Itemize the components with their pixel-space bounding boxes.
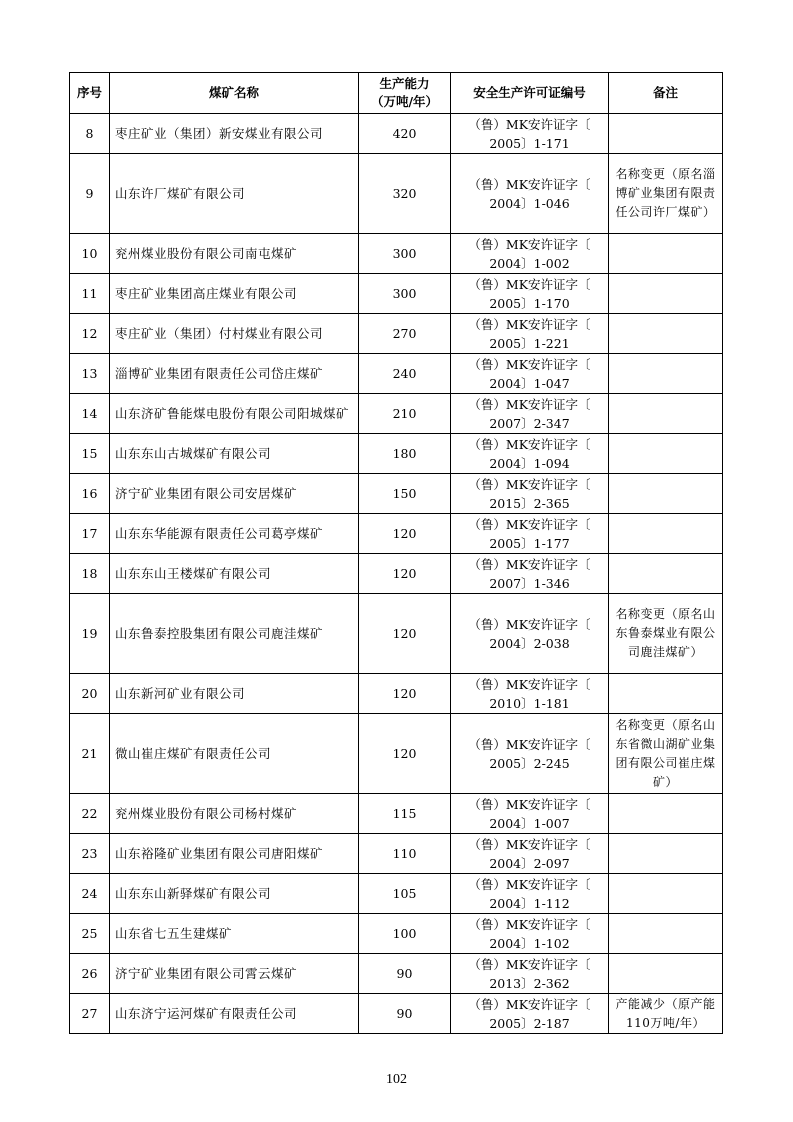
cell-remark: 名称变更（原名淄博矿业集团有限责任公司许厂煤矿） xyxy=(609,154,723,234)
header-name: 煤矿名称 xyxy=(110,73,359,114)
table-row xyxy=(70,474,723,514)
cell-remark xyxy=(609,514,723,554)
cell-capacity: 420 xyxy=(359,114,451,154)
table-row xyxy=(70,914,723,954)
cell-no: 27 xyxy=(70,994,110,1034)
table-row xyxy=(70,874,723,914)
cell-permit xyxy=(451,314,609,354)
cell-name: 山东济矿鲁能煤电股份有限公司阳城煤矿 xyxy=(110,394,359,434)
cell-no: 25 xyxy=(70,914,110,954)
cell-permit xyxy=(451,674,609,714)
cell-capacity: 210 xyxy=(359,394,451,434)
cell-remark: 名称变更（原名山东省微山湖矿业集团有限公司崔庄煤矿） xyxy=(609,714,723,794)
table-row xyxy=(70,274,723,314)
table-row xyxy=(70,154,723,234)
cell-remark xyxy=(609,554,723,594)
cell-no: 9 xyxy=(70,154,110,234)
permit-line2: 2004〕1-046 xyxy=(489,195,570,211)
cell-capacity: 320 xyxy=(359,154,451,234)
cell-capacity: 90 xyxy=(359,994,451,1034)
cell-capacity: 105 xyxy=(359,874,451,914)
table-row xyxy=(70,354,723,394)
cell-name: 枣庄矿业（集团）新安煤业有限公司 xyxy=(110,114,359,154)
cell-permit xyxy=(451,994,609,1034)
cell-name: 山东裕隆矿业集团有限公司唐阳煤矿 xyxy=(110,834,359,874)
table-row xyxy=(70,234,723,274)
header-remark: 备注 xyxy=(609,73,723,114)
permit-line2: 2004〕2-097 xyxy=(489,855,570,871)
cell-name: 枣庄矿业集团高庄煤业有限公司 xyxy=(110,274,359,314)
permit-line1: （鲁）MK安许证字〔 xyxy=(468,176,591,192)
permit-line1: （鲁）MK安许证字〔 xyxy=(468,556,591,572)
cell-remark xyxy=(609,234,723,274)
cell-permit xyxy=(451,434,609,474)
header-capacity-line2: （万吨/年） xyxy=(370,94,439,109)
table-row xyxy=(70,834,723,874)
cell-permit xyxy=(451,234,609,274)
cell-remark xyxy=(609,474,723,514)
cell-capacity: 120 xyxy=(359,554,451,594)
permit-line2: 2010〕1-181 xyxy=(489,695,570,711)
header-permit: 安全生产许可证编号 xyxy=(451,73,609,114)
cell-no: 23 xyxy=(70,834,110,874)
cell-name: 山东新河矿业有限公司 xyxy=(110,674,359,714)
permit-line1: （鲁）MK安许证字〔 xyxy=(468,736,591,752)
cell-capacity: 115 xyxy=(359,794,451,834)
permit-line2: 2004〕1-047 xyxy=(489,375,570,391)
cell-capacity: 100 xyxy=(359,914,451,954)
cell-no: 21 xyxy=(70,714,110,794)
cell-remark xyxy=(609,274,723,314)
cell-capacity: 150 xyxy=(359,474,451,514)
permit-line1: （鲁）MK安许证字〔 xyxy=(468,356,591,372)
cell-name: 济宁矿业集团有限公司霄云煤矿 xyxy=(110,954,359,994)
cell-permit xyxy=(451,274,609,314)
permit-line2: 2005〕1-221 xyxy=(489,335,570,351)
cell-name: 山东东华能源有限责任公司葛亭煤矿 xyxy=(110,514,359,554)
permit-line2: 2015〕2-365 xyxy=(489,495,570,511)
permit-line2: 2007〕2-347 xyxy=(489,415,570,431)
permit-line1: （鲁）MK安许证字〔 xyxy=(468,476,591,492)
cell-name: 山东省七五生建煤矿 xyxy=(110,914,359,954)
permit-line2: 2004〕1-112 xyxy=(489,895,570,911)
cell-permit xyxy=(451,114,609,154)
permit-line1: （鲁）MK安许证字〔 xyxy=(468,396,591,412)
permit-line1: （鲁）MK安许证字〔 xyxy=(468,876,591,892)
cell-remark xyxy=(609,674,723,714)
cell-capacity: 90 xyxy=(359,954,451,994)
cell-name: 兖州煤业股份有限公司南屯煤矿 xyxy=(110,234,359,274)
table-row xyxy=(70,954,723,994)
header-capacity xyxy=(359,73,451,114)
table-row xyxy=(70,394,723,434)
cell-no: 8 xyxy=(70,114,110,154)
cell-remark xyxy=(609,914,723,954)
cell-name: 山东济宁运河煤矿有限责任公司 xyxy=(110,994,359,1034)
cell-no: 24 xyxy=(70,874,110,914)
cell-remark: 产能减少（原产能110万吨/年） xyxy=(609,994,723,1034)
cell-capacity: 120 xyxy=(359,714,451,794)
cell-permit xyxy=(451,834,609,874)
cell-permit xyxy=(451,874,609,914)
cell-permit xyxy=(451,914,609,954)
cell-remark xyxy=(609,434,723,474)
cell-name: 山东东山新驿煤矿有限公司 xyxy=(110,874,359,914)
table-row xyxy=(70,314,723,354)
cell-no: 13 xyxy=(70,354,110,394)
permit-line1: （鲁）MK安许证字〔 xyxy=(468,796,591,812)
cell-name: 微山崔庄煤矿有限责任公司 xyxy=(110,714,359,794)
cell-remark xyxy=(609,314,723,354)
permit-line1: （鲁）MK安许证字〔 xyxy=(468,236,591,252)
header-capacity-line1: 生产能力 xyxy=(379,76,430,91)
permit-line1: （鲁）MK安许证字〔 xyxy=(468,956,591,972)
cell-no: 20 xyxy=(70,674,110,714)
permit-line1: （鲁）MK安许证字〔 xyxy=(468,516,591,532)
cell-no: 16 xyxy=(70,474,110,514)
cell-no: 12 xyxy=(70,314,110,354)
cell-permit xyxy=(451,154,609,234)
permit-line1: （鲁）MK安许证字〔 xyxy=(468,836,591,852)
permit-line1: （鲁）MK安许证字〔 xyxy=(468,676,591,692)
permit-line2: 2007〕1-346 xyxy=(489,575,570,591)
table-row xyxy=(70,794,723,834)
permit-line1: （鲁）MK安许证字〔 xyxy=(468,116,591,132)
cell-capacity: 120 xyxy=(359,594,451,674)
cell-no: 15 xyxy=(70,434,110,474)
cell-remark: 名称变更（原名山东鲁泰煤业有限公司鹿洼煤矿） xyxy=(609,594,723,674)
permit-line2: 2005〕2-187 xyxy=(489,1015,570,1031)
cell-name: 山东许厂煤矿有限公司 xyxy=(110,154,359,234)
cell-permit xyxy=(451,354,609,394)
cell-name: 济宁矿业集团有限公司安居煤矿 xyxy=(110,474,359,514)
permit-line2: 2005〕1-177 xyxy=(489,535,570,551)
coal-mine-table xyxy=(69,72,723,1034)
cell-remark xyxy=(609,794,723,834)
permit-line2: 2005〕1-171 xyxy=(489,135,570,151)
permit-line2: 2005〕1-170 xyxy=(489,295,570,311)
cell-remark xyxy=(609,874,723,914)
cell-permit xyxy=(451,514,609,554)
cell-name: 山东东山王楼煤矿有限公司 xyxy=(110,554,359,594)
cell-permit xyxy=(451,794,609,834)
table-row xyxy=(70,714,723,794)
table-row xyxy=(70,594,723,674)
cell-name: 淄博矿业集团有限责任公司岱庄煤矿 xyxy=(110,354,359,394)
cell-capacity: 300 xyxy=(359,234,451,274)
cell-capacity: 120 xyxy=(359,514,451,554)
permit-line2: 2005〕2-245 xyxy=(489,755,570,771)
header-no: 序号 xyxy=(70,73,110,114)
cell-permit xyxy=(451,474,609,514)
cell-no: 11 xyxy=(70,274,110,314)
page-number: 102 xyxy=(386,1072,407,1087)
cell-remark xyxy=(609,954,723,994)
cell-no: 10 xyxy=(70,234,110,274)
table-row xyxy=(70,994,723,1034)
cell-capacity: 270 xyxy=(359,314,451,354)
cell-no: 22 xyxy=(70,794,110,834)
cell-no: 18 xyxy=(70,554,110,594)
cell-capacity: 240 xyxy=(359,354,451,394)
cell-name: 枣庄矿业（集团）付村煤业有限公司 xyxy=(110,314,359,354)
table-row xyxy=(70,554,723,594)
permit-line2: 2004〕1-002 xyxy=(489,255,570,271)
permit-line2: 2013〕2-362 xyxy=(489,975,570,991)
permit-line1: （鲁）MK安许证字〔 xyxy=(468,616,591,632)
cell-name: 山东东山古城煤矿有限公司 xyxy=(110,434,359,474)
permit-line2: 2004〕1-007 xyxy=(489,815,570,831)
permit-line1: （鲁）MK安许证字〔 xyxy=(468,996,591,1012)
cell-remark xyxy=(609,354,723,394)
permit-line2: 2004〕1-102 xyxy=(489,935,570,951)
cell-permit xyxy=(451,554,609,594)
cell-no: 26 xyxy=(70,954,110,994)
cell-capacity: 180 xyxy=(359,434,451,474)
cell-remark xyxy=(609,114,723,154)
cell-permit xyxy=(451,714,609,794)
table-header-row xyxy=(70,73,723,114)
permit-line1: （鲁）MK安许证字〔 xyxy=(468,316,591,332)
table-row xyxy=(70,114,723,154)
permit-line2: 2004〕2-038 xyxy=(489,635,570,651)
cell-permit xyxy=(451,394,609,434)
table-row xyxy=(70,674,723,714)
cell-remark xyxy=(609,394,723,434)
permit-line2: 2004〕1-094 xyxy=(489,455,570,471)
permit-line1: （鲁）MK安许证字〔 xyxy=(468,916,591,932)
cell-capacity: 120 xyxy=(359,674,451,714)
cell-permit xyxy=(451,954,609,994)
cell-no: 14 xyxy=(70,394,110,434)
cell-capacity: 110 xyxy=(359,834,451,874)
cell-no: 19 xyxy=(70,594,110,674)
table-row xyxy=(70,434,723,474)
cell-permit xyxy=(451,594,609,674)
table-row xyxy=(70,514,723,554)
cell-name: 山东鲁泰控股集团有限公司鹿洼煤矿 xyxy=(110,594,359,674)
cell-name: 兖州煤业股份有限公司杨村煤矿 xyxy=(110,794,359,834)
permit-line1: （鲁）MK安许证字〔 xyxy=(468,436,591,452)
permit-line1: （鲁）MK安许证字〔 xyxy=(468,276,591,292)
cell-remark xyxy=(609,834,723,874)
cell-capacity: 300 xyxy=(359,274,451,314)
cell-no: 17 xyxy=(70,514,110,554)
